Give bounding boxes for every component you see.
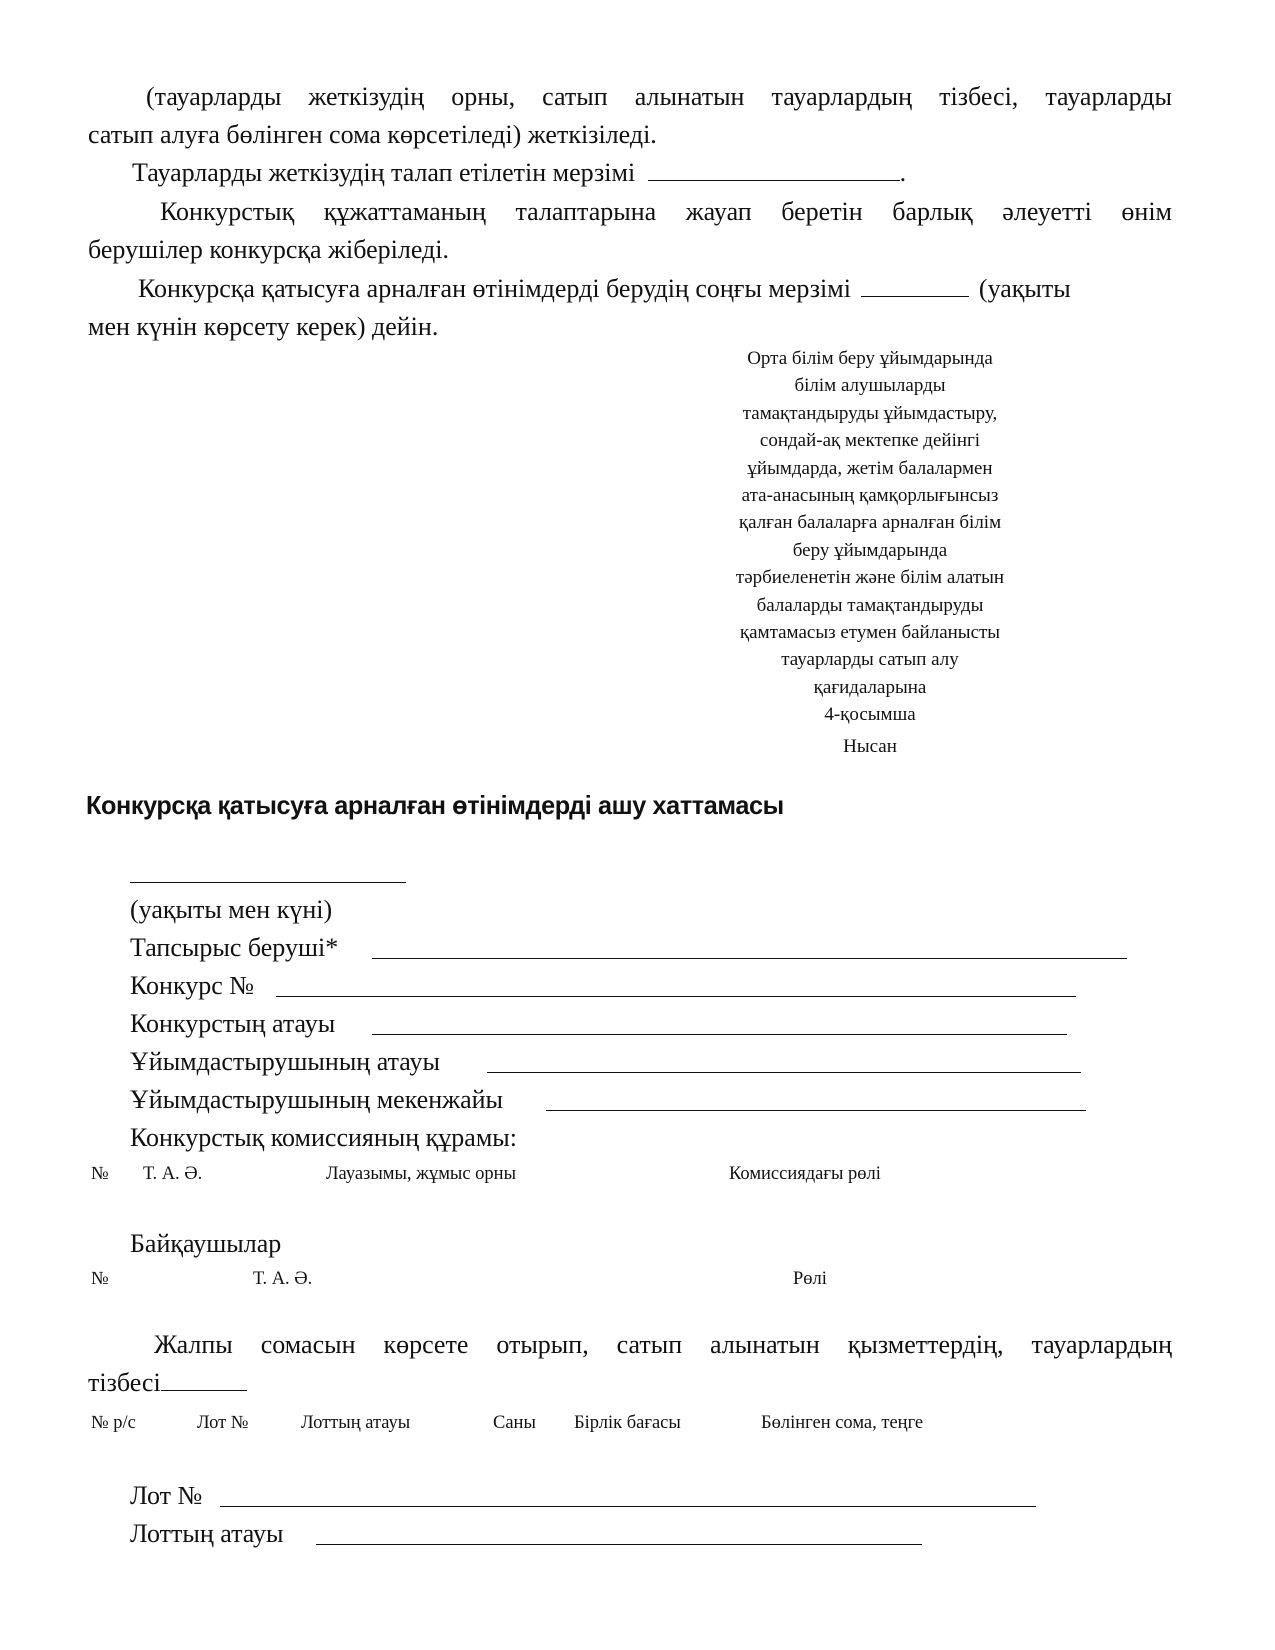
field-organizer-address-input[interactable] — [546, 1110, 1086, 1111]
intro-paragraph-3 — [88, 193, 1172, 269]
datetime-blank[interactable] — [130, 882, 406, 883]
annex-line: білім алушыларды — [794, 375, 946, 397]
field-contest-number-label: Конкурс № — [130, 971, 255, 1000]
annex-line: Орта білім беру ұйымдарында — [747, 348, 993, 369]
deadline-suffix: (уақыты — [978, 274, 1071, 303]
services-list-line-2 — [88, 1364, 1172, 1402]
field-customer — [130, 930, 1130, 966]
deadline-blank[interactable] — [861, 272, 969, 297]
observers-col-name: Т. А. Ә. — [253, 1269, 313, 1289]
field-contest-number — [130, 968, 1130, 1004]
lots-col-allocated-sum: Бөлінген сома, теңге — [761, 1413, 924, 1433]
intro-paragraph-1-line-1: (тауарларды жеткізудің орны, сатып алынатын тауарлардың тізбесі, тауарларды — [146, 82, 1172, 111]
observers-col-role: Рөлі — [793, 1269, 827, 1289]
deadline-label: Конкурсқа қатысуға арналған өтінімдерді берудің соңғы мерзімі — [138, 274, 851, 303]
lot-number-label: Лот № — [130, 1481, 203, 1510]
lot-number-input[interactable] — [220, 1506, 1036, 1507]
lot-number-field — [130, 1478, 1130, 1514]
lot-name-input[interactable] — [316, 1544, 922, 1545]
commission-col-role: Комиссиядағы рөлі — [729, 1164, 881, 1184]
field-contest-number-input[interactable] — [276, 996, 1076, 997]
services-list-paragraph — [88, 1326, 1172, 1402]
field-customer-input[interactable] — [372, 958, 1127, 959]
commission-heading: Конкурстық комиссияның құрамы: — [130, 1123, 517, 1152]
delivery-term-line — [88, 154, 1172, 192]
lots-col-row-number: № р/с — [91, 1413, 136, 1433]
field-organizer-name — [130, 1044, 1130, 1080]
commission-col-position: Лауазымы, жұмыс орны — [326, 1164, 516, 1184]
field-contest-name-input[interactable] — [372, 1034, 1067, 1035]
lots-col-unit-price: Бірлік бағасы — [574, 1413, 681, 1433]
intro-paragraph-4 — [88, 270, 1172, 346]
datetime-caption: (уақыты мен күні) — [130, 895, 333, 924]
observers-heading: Байқаушылар — [130, 1229, 282, 1258]
field-customer-label: Тапсырыс беруші* — [130, 933, 339, 962]
intro-paragraph-1-line-2: сатып алуға бөлінген сома көрсетіледі) жеткізіледі. — [88, 120, 657, 149]
lots-col-lot-name: Лоттың атауы — [301, 1413, 411, 1433]
field-organizer-name-input[interactable] — [487, 1072, 1081, 1073]
annex-line: қамтамасыз етумен байланысты — [739, 622, 1001, 644]
annex-line: тәрбиеленетін және білім алатын — [735, 567, 1005, 589]
delivery-term-label: Тауарларды жеткізудің талап етілетін мерзімі — [132, 158, 636, 187]
field-contest-name — [130, 1006, 1130, 1042]
deadline-line — [88, 270, 1172, 308]
observers-col-number: № — [91, 1269, 109, 1289]
annex-line: тамақтандыруды ұйымдастыру, — [742, 402, 998, 424]
annex-line: қағидаларына — [813, 676, 927, 698]
form-label: Нысан — [843, 735, 897, 757]
annex-line: сондай-ақ мектепке дейінгі — [759, 430, 981, 452]
field-organizer-name-label: Ұйымдастырушының атауы — [130, 1047, 440, 1076]
annex-line: ата-анасының қамқорлығынсыз — [741, 485, 999, 507]
services-list-label: тізбесі — [88, 1368, 161, 1397]
annex-line: қалған балаларға арналған білім — [738, 512, 1002, 534]
intro-paragraph-3-line-1: Конкурстық құжаттаманың талаптарына жауап беретін барлық әлеуетті өнім — [160, 197, 1172, 226]
annex-line: тауарларды сатып алу — [781, 649, 959, 671]
lots-col-lot-number: Лот № — [197, 1413, 249, 1433]
services-list-line-1: Жалпы сомасын көрсете отырып, сатып алынатын қызметтердің, тауарлардың — [154, 1330, 1172, 1359]
delivery-term-blank[interactable] — [648, 156, 900, 181]
annex-line: ұйымдарда, жетім балалармен — [747, 457, 993, 479]
field-organizer-address-label: Ұйымдастырушының мекенжайы — [130, 1085, 504, 1114]
lot-name-label: Лоттың атауы — [130, 1519, 284, 1548]
annex-reference-block — [700, 345, 1040, 760]
annex-line: беру ұйымдарында — [792, 539, 948, 561]
lot-name-field — [130, 1516, 1130, 1552]
intro-paragraph-3-line-2: берушілер конкурсқа жіберіледі. — [88, 235, 450, 264]
deadline-line-2: мен күнін көрсету керек) дейін. — [88, 312, 439, 341]
commission-col-number: № — [91, 1164, 109, 1184]
annex-line: балаларды тамақтандыруды — [756, 594, 984, 616]
intro-paragraph-1 — [88, 78, 1172, 154]
field-organizer-address — [130, 1082, 1130, 1118]
lots-col-quantity: Саны — [493, 1413, 536, 1433]
commission-col-name: Т. А. Ә. — [143, 1164, 203, 1184]
services-list-blank[interactable] — [161, 1366, 247, 1391]
protocol-title: Конкурсқа қатысуға арналған өтінімдерді ашу хаттамасы — [86, 790, 784, 820]
field-contest-name-label: Конкурстың атауы — [130, 1009, 336, 1038]
delivery-term-end: . — [899, 158, 907, 187]
annex-number: 4-қосымша — [824, 704, 916, 726]
